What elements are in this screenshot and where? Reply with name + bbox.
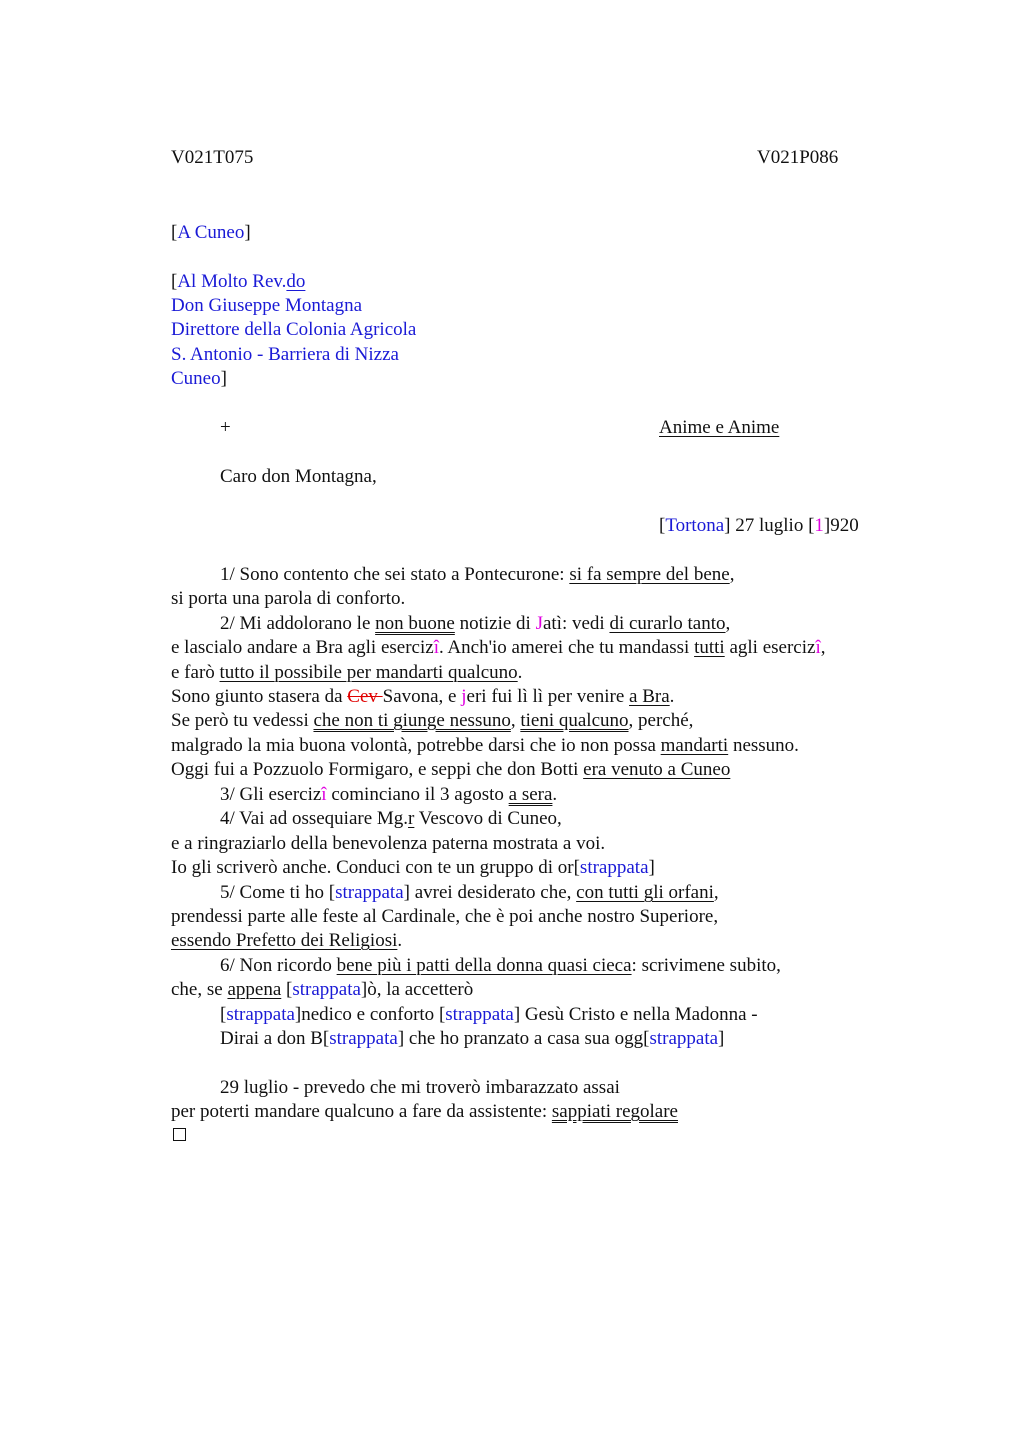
- paragraph-8: Dirai a don B[strappata] che ho pranzato a casa sua ogg[strappata]: [220, 1028, 725, 1049]
- motto: Anime e Anime: [659, 417, 780, 438]
- recipient-line-3: Direttore della Colonia Agricola: [171, 319, 417, 340]
- recipient-line-2: Don Giuseppe Montagna: [171, 295, 363, 316]
- recipient-line-4: S. Antonio - Barriera di Nizza: [171, 344, 399, 365]
- paragraph-5-line-3: essendo Prefetto dei Religiosi.: [171, 930, 403, 951]
- paragraph-3: 3/ Gli esercizî cominciano il 3 agosto a sera.: [220, 784, 558, 805]
- paragraph-2-line-1: 2/ Mi addolorano le non buone notizie di Jatì: vedi di curarlo tanto,: [220, 613, 731, 634]
- paragraph-6-line-1: 6/ Non ricordo bene più i patti della donna quasi cieca: scrivimene subito,: [220, 955, 781, 976]
- destination-place: [A Cuneo]: [171, 222, 251, 243]
- paragraph-4-line-1: 4/ Vai ad ossequiare Mg.r Vescovo di Cuneo,: [220, 808, 562, 829]
- paragraph-2-line-2: e lascialo andare a Bra agli esercizî. Anch'io amerei che tu mandassi tutti agli esercizî,: [171, 637, 826, 658]
- paragraph-1-line-1: 1/ Sono contento che sei stato a Pontecurone: si fa sempre del bene,: [220, 564, 735, 585]
- postscript-line-2: per poterti mandare qualcuno a fare da assistente: sappiati regolare: [171, 1101, 678, 1122]
- right-code: V021P086: [757, 147, 839, 168]
- paragraph-7: [strappata]nedico e conforto [strappata] Gesù Cristo e nella Madonna -: [220, 1004, 758, 1025]
- salutation: Caro don Montagna,: [220, 466, 377, 487]
- paragraph-6-line-2: che, se appena [strappata]ò, la accetterò: [171, 979, 474, 1000]
- paragraph-1-line-2: si porta una parola di conforto.: [171, 588, 406, 609]
- paragraph-2-line-5: Se però tu vedessi che non ti giunge nessuno, tieni qualcuno, perché,: [171, 710, 694, 731]
- recipient-line-1: [Al Molto Rev.do: [171, 271, 306, 292]
- paragraph-5-line-2: prendessi parte alle feste al Cardinale, che è poi anche nostro Superiore,: [171, 906, 719, 927]
- paragraph-2-line-3: e farò tutto il possibile per mandarti qualcuno.: [171, 662, 523, 683]
- paragraph-2-line-4: Sono giunto stasera da Cev Savona, e jeri fui lì lì per venire a Bra.: [171, 686, 675, 707]
- paragraph-2-line-7: Oggi fui a Pozzuolo Formigaro, e seppi che don Botti era venuto a Cuneo: [171, 759, 731, 780]
- paragraph-5-line-1: 5/ Come ti ho [strappata] avrei desiderato che, con tutti gli orfani,: [220, 882, 719, 903]
- paragraph-4-line-3: Io gli scriverò anche. Conduci con te un gruppo di or[strappata]: [171, 857, 655, 878]
- left-code: V021T075: [171, 147, 254, 168]
- dateline: [Tortona] 27 luglio [1]920: [659, 515, 859, 536]
- paragraph-4-line-2: e a ringraziarlo della benevolenza paterna mostrata a voi.: [171, 833, 606, 854]
- recipient-line-5: Cuneo]: [171, 368, 227, 389]
- postscript-line-1: 29 luglio - prevedo che mi troverò imbarazzato assai: [220, 1077, 620, 1098]
- deleted-text: Cev: [347, 686, 383, 707]
- end-marker-box: [173, 1128, 186, 1141]
- cross-mark: +: [220, 417, 231, 438]
- paragraph-2-line-6: malgrado la mia buona volontà, potrebbe darsi che io non possa mandarti nessuno.: [171, 735, 799, 756]
